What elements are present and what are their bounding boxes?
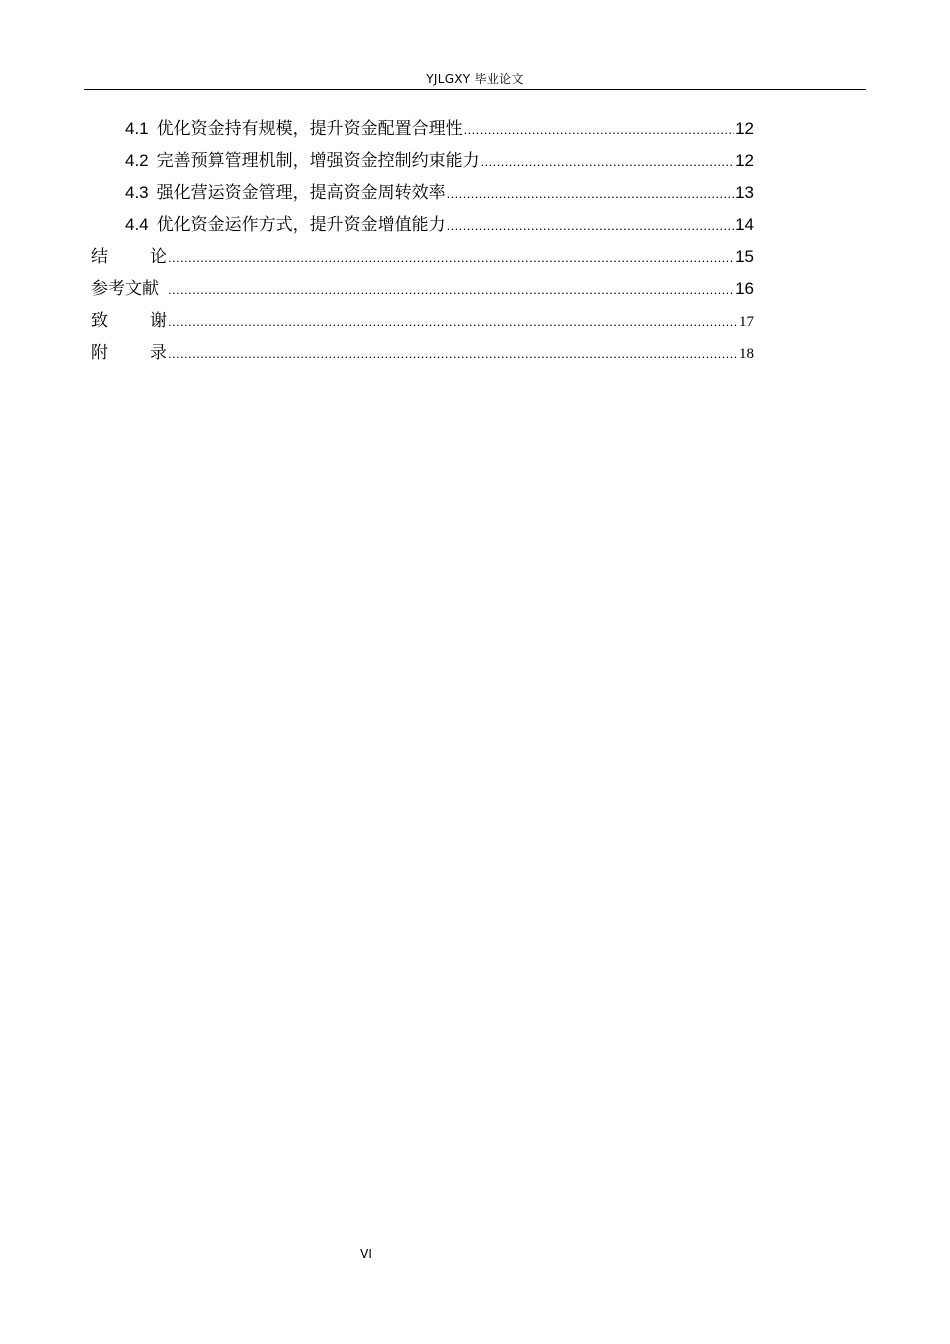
toc-dot-leader bbox=[464, 114, 734, 146]
toc-title-char: 附 bbox=[91, 343, 108, 363]
toc-title-char: 谢 bbox=[150, 311, 167, 331]
page-header-title: YJLGXY 毕业论文 bbox=[426, 72, 524, 86]
toc-entry-title bbox=[91, 337, 167, 369]
header-divider bbox=[84, 89, 866, 90]
toc-title-char: 录 bbox=[150, 343, 167, 363]
toc-entry-number: 4.2 bbox=[125, 151, 149, 170]
table-of-contents bbox=[91, 113, 754, 369]
toc-entry-title bbox=[91, 305, 167, 337]
toc-entry-page: 12 bbox=[735, 119, 754, 138]
toc-dot-leader bbox=[168, 274, 734, 306]
toc-entry-title bbox=[91, 241, 167, 273]
toc-entry-title: 完善预算管理机制，增强资金控制约束能力 bbox=[156, 151, 480, 171]
toc-title-char: 论 bbox=[150, 247, 167, 267]
toc-entry-page: 16 bbox=[735, 279, 754, 298]
toc-entry-number: 4.4 bbox=[125, 215, 149, 234]
toc-entry-conclusion[interactable] bbox=[91, 241, 754, 273]
toc-dot-leader bbox=[481, 146, 734, 178]
toc-title-char: 结 bbox=[91, 247, 108, 267]
toc-entry-page: 17 bbox=[739, 314, 754, 330]
toc-entry-title: 强化营运资金管理，提高资金周转效率 bbox=[156, 183, 446, 203]
toc-entry-number: 4.3 bbox=[125, 183, 149, 202]
toc-entry-acknowledgements[interactable] bbox=[91, 305, 754, 337]
toc-entry-title: 参考文献 bbox=[91, 279, 159, 299]
toc-title-char: 致 bbox=[91, 311, 108, 331]
toc-entry-4-3[interactable] bbox=[91, 177, 754, 209]
toc-entry-appendix[interactable] bbox=[91, 337, 754, 369]
toc-dot-leader bbox=[447, 210, 734, 242]
toc-entry-page: 18 bbox=[739, 346, 754, 362]
toc-dot-leader bbox=[447, 178, 734, 210]
toc-entry-page: 13 bbox=[735, 183, 754, 202]
toc-entry-page: 14 bbox=[735, 215, 754, 234]
toc-entry-number: 4.1 bbox=[125, 119, 149, 138]
toc-dot-leader bbox=[168, 306, 738, 338]
toc-entry-title: 优化资金持有规模，提升资金配置合理性 bbox=[156, 119, 463, 139]
toc-entry-4-4[interactable] bbox=[91, 209, 754, 241]
page-number: VI bbox=[360, 1247, 372, 1261]
toc-dot-leader bbox=[168, 338, 738, 370]
toc-entry-page: 12 bbox=[735, 151, 754, 170]
toc-entry-4-2[interactable] bbox=[91, 145, 754, 177]
toc-entry-title: 优化资金运作方式，提升资金增值能力 bbox=[156, 215, 446, 235]
toc-entry-references[interactable] bbox=[91, 273, 754, 305]
toc-dot-leader bbox=[168, 242, 734, 274]
toc-entry-4-1[interactable] bbox=[91, 113, 754, 145]
toc-entry-page: 15 bbox=[735, 247, 754, 266]
